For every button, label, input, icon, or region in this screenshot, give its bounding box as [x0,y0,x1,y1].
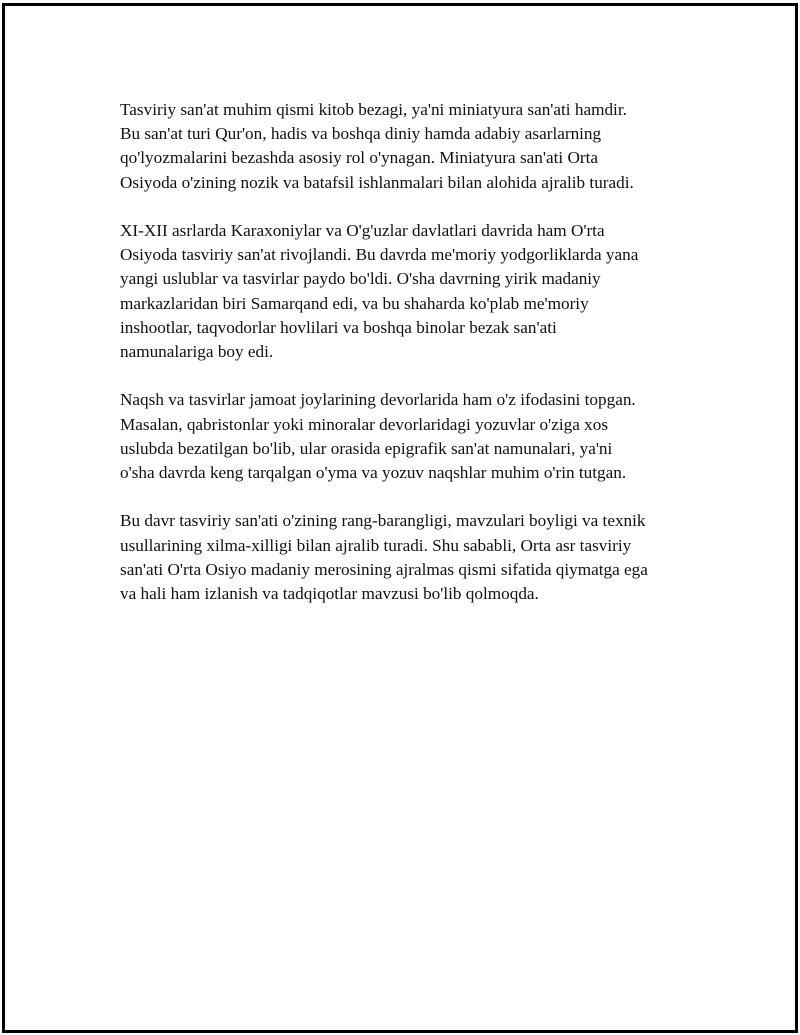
document-page [2,3,798,1033]
paragraph-1: Tasviriy san'at muhim qismi kitob bezagi, ya'ni miniatyura san'ati hamdir. Bu san'at turi Qur'on, hadis va boshqa diniy hamda adabiy asarlarning qo'lyozmalarini bezashda asosiy rol o'ynagan. Miniatyura san'ati Orta Osiyoda o'zining nozik va batafsil ishlanmalari bilan alohida ajralib turadi. [120,100,634,192]
document-body [120,98,700,630]
paragraph-2: XI-XII asrlarda Karaxoniylar va O'g'uzlar davlatlari davrida ham O'rta Osiyoda tasviriy san'at rivojlandi. Bu davrda me'moriy yodgorliklarda yana yangi uslublar va tasvirlar paydo bo'ldi. O'sha davrning yirik madaniy markazlaridan biri Samarqand edi, va bu shaharda ko'plab me'moriy inshootlar, taqvodorlar hovlilari va boshqa binolar bezak san'ati namunalariga boy edi. [120,221,639,362]
paragraph-4: Bu davr tasviriy san'ati o'zining rang-barangligi, mavzulari boyligi va texnik usullarining xilma-xilligi bilan ajralib turadi. Shu sababli, Orta asr tasviriy san'ati O'rta Osiyo madaniy merosining ajralmas qismi sifatida qiymatga ega va hali ham izlanish va tadqiqotlar mavzusi bo'lib qolmoqda. [120,511,648,604]
paragraph-3: Naqsh va tasvirlar jamoat joylarining devorlarida ham o'z ifodasini topgan. Masalan, qabristonlar yoki minoralar devorlaridagi yozuvlar o'ziga xos uslubda bezatilgan bo'lib, ular orasida epigrafik san'at namunalari, ya'ni o'sha davrda keng tarqalgan o'yma va yozuv naqshlar muhim o'rin tutgan. [120,390,636,483]
